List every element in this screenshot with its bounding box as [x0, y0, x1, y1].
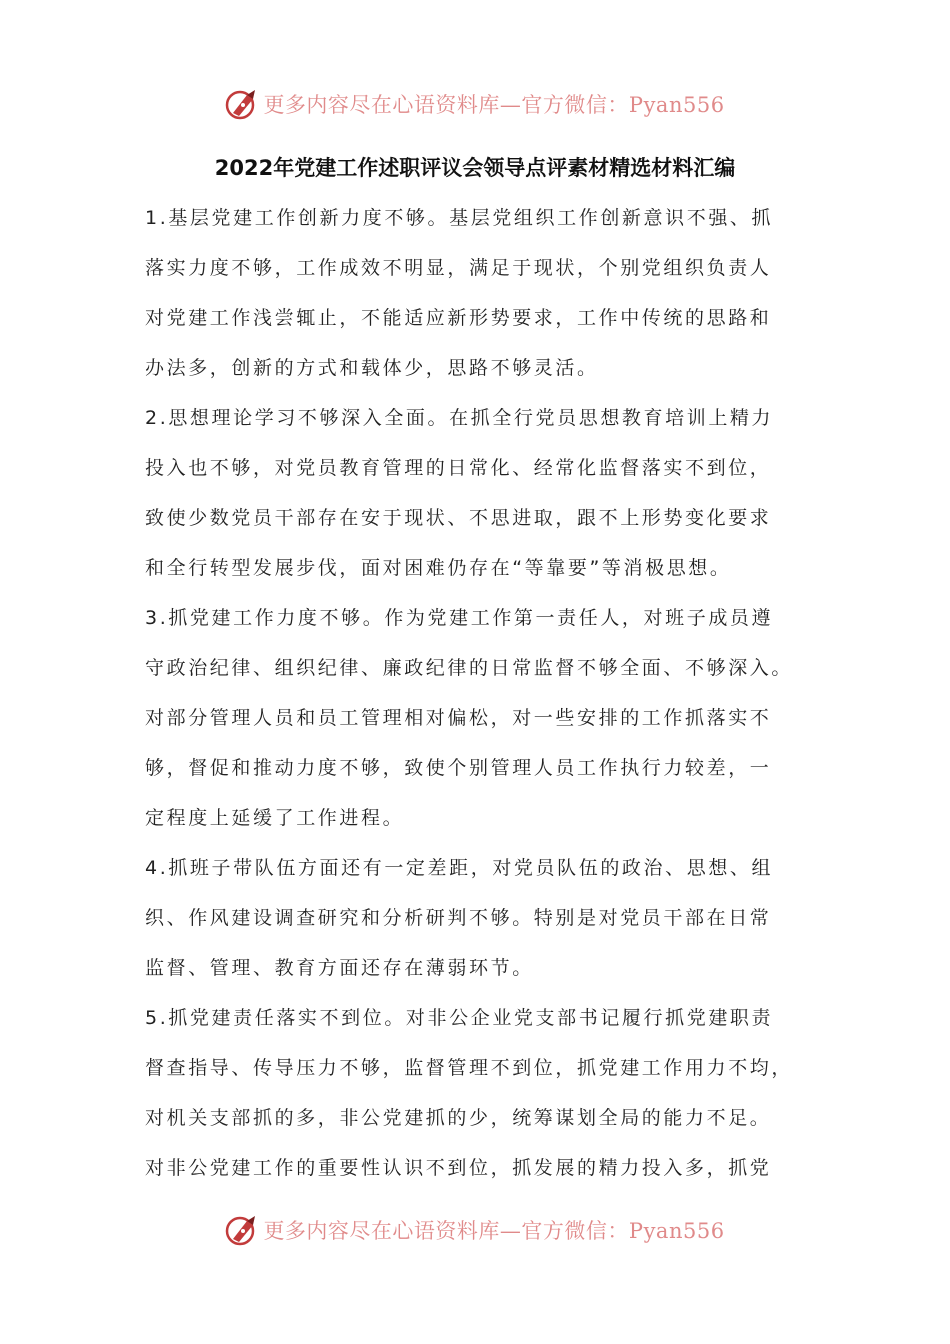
footer-banner [0, 1210, 950, 1250]
paragraph-line: 5.抓党建责任落实不到位。对非公企业党支部书记履行抓党建职责 [145, 1007, 774, 1029]
paragraph-line: 2.思想理论学习不够深入全面。在抓全行党员思想教育培训上精力 [145, 407, 774, 429]
paragraph-line: 对非公党建工作的重要性认识不到位，抓发展的精力投入多，抓党 [145, 1157, 772, 1179]
paragraph-line: 对党建工作浅尝辄止，不能适应新形势要求，工作中传统的思路和 [145, 307, 772, 329]
paragraph-line: 办法多，创新的方式和载体少，思路不够灵活。 [145, 357, 599, 379]
paragraph-1 [145, 193, 820, 393]
paragraph-line: 对机关支部抓的多，非公党建抓的少，统筹谋划全局的能力不足。 [145, 1107, 772, 1129]
paragraph-line: 督查指导、传导压力不够，监督管理不到位，抓党建工作用力不均， [145, 1057, 794, 1079]
paragraph-line: 致使少数党员干部存在安于现状、不思进取，跟不上形势变化要求 [145, 507, 772, 529]
paragraph-line: 投入也不够，对党员教育管理的日常化、经常化监督落实不到位， [145, 457, 772, 479]
paragraph-line: 1.基层党建工作创新力度不够。基层党组织工作创新意识不强、抓 [145, 207, 774, 229]
paragraph-line: 织、作风建设调查研究和分析研判不够。特别是对党员干部在日常 [145, 907, 772, 929]
document-title: 2022年党建工作述职评议会领导点评素材精选材料汇编 [214, 156, 736, 180]
paragraph-4 [145, 843, 820, 993]
paragraph-2 [145, 393, 820, 593]
paragraph-line: 监督、管理、教育方面还存在薄弱环节。 [145, 957, 534, 979]
paragraph-line: 定程度上延缓了工作进程。 [145, 807, 405, 829]
paragraph-3 [145, 593, 820, 843]
paragraph-line: 4.抓班子带队伍方面还有一定差距，对党员队伍的政治、思想、组 [145, 857, 774, 879]
paragraph-line: 3.抓党建工作力度不够。作为党建工作第一责任人，对班子成员遵 [145, 607, 774, 629]
paragraph-line: 和全行转型发展步伐，面对困难仍存在“等靠要”等消极思想。 [145, 557, 732, 579]
paragraph-5 [145, 993, 820, 1193]
paragraph-line: 守政治纪律、组织纪律、廉政纪律的日常监督不够全面、不够深入。 [145, 657, 794, 679]
paragraph-line: 够，督促和推动力度不够，致使个别管理人员工作执行力较差，一 [145, 757, 772, 779]
paragraph-line: 对部分管理人员和员工管理相对偏松，对一些安排的工作抓落实不 [145, 707, 772, 729]
header-banner-text: 更多内容尽在心语资料库—官方微信：Pyan556 [263, 93, 725, 117]
header-banner [0, 84, 950, 124]
pen-nib-logo-icon [225, 1213, 259, 1247]
footer-banner-text: 更多内容尽在心语资料库—官方微信：Pyan556 [263, 1219, 725, 1243]
pen-nib-logo-icon [225, 87, 259, 121]
paragraph-line: 落实力度不够，工作成效不明显，满足于现状，个别党组织负责人 [145, 257, 772, 279]
